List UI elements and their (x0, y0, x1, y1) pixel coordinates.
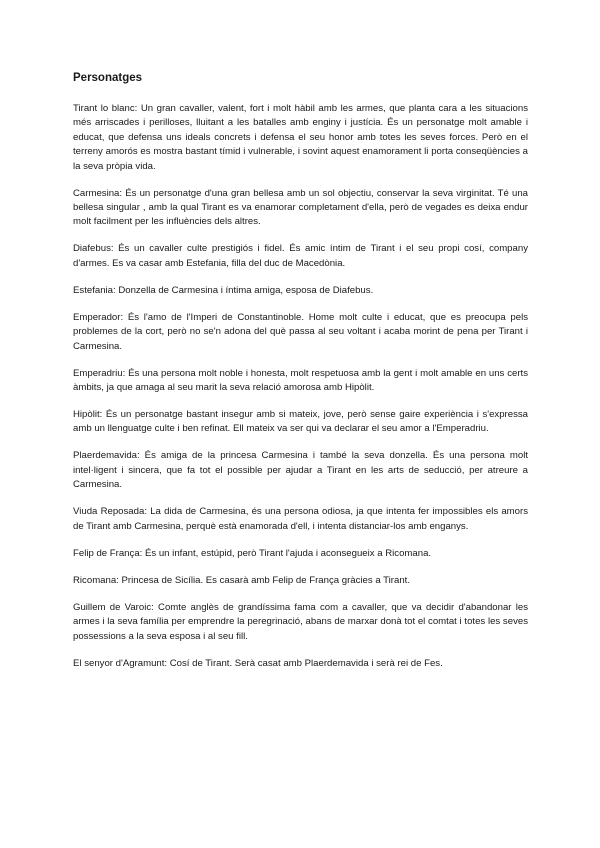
character-entry-emperador: Emperador: És l'amo de l'Imperi de Constantinoble. Home molt culte i educat, que es preocupa pels problemes de la cort, però no se'n adona del què passa al seu voltant i acaba morint de pena per Tirant i Carmesina. (73, 311, 528, 352)
character-entry-ricomana: Ricomana: Princesa de Sicília. Es casarà amb Felip de França gràcies a Tirant. (73, 574, 410, 586)
character-entry-emperadriu: Emperadriu: És una persona molt noble i honesta, molt respetuosa amb la gent i molt amable en uns certs àmbits, ja que amaga al seu marit la seva relació amorosa amb Hipòlit. (73, 367, 528, 394)
character-entry-diafebus: Diafebus: És un cavaller culte prestigiós i fidel. És amic íntim de Tirant i el seu propi cosí, company d'armes. Es va casar amb Estefania, filla del duc de Macedònia. (73, 243, 528, 269)
character-entry-tirant: Tirant lo blanc: Un gran cavaller, valent, fort i molt hàbil amb les armes, que planta cara a les situacions més arriscades i perilloses, lluitant a les batalles amb enginy i justícia. És un personatge molt amable i educat, que defensa uns ideals concrets i defensa el seu honor amb totes les seves forces. Però en el terreny amorós es mostra bastant tímid i vulnerable, i sovint aquest enamorament li porta conseqüències a la seva pròpia vida. (73, 103, 528, 172)
character-entry-estefania: Estefania: Donzella de Carmesina i íntima amiga, esposa de Diafebus. (73, 284, 374, 296)
character-entry-senyor-agramunt: El senyor d'Agramunt: Cosí de Tirant. Serà casat amb Plaerdemavida i serà rei de Fes. (73, 657, 443, 669)
character-entry-plaerdemavida: Plaerdemavida: És amiga de la princesa Carmesina i també la seva donzella. És una persona molt intel·ligent i sincera, que fa tot el possible per ajudar a Tirant en les arts de seducció, per atreure a Carmesina. (73, 450, 528, 491)
document-page (73, 70, 528, 684)
character-entry-hipolit: Hipòlit: És un personatge bastant insegur amb si mateix, jove, però sense gaire experiència i s'expressa amb un llenguatge culte i ben refinat. Ell mateix va ser qui va declarar el seu amor a l'Emperadriu. (73, 409, 528, 435)
character-entry-carmesina: Carmesina: És un personatge d'una gran bellesa amb un sol objectiu, conservar la seva virginitat. Té una bellesa singular , amb la qual Tirant es va enamorar completament d'ella, però de vegades es deixa endur molt facilment per les influències dels altres. (73, 187, 528, 228)
page-title: Personatges (73, 72, 143, 84)
character-entry-guillem-de-varoic: Guillem de Varoic: Comte anglès de grandíssima fama com a cavaller, que va decidir d'abandonar les armes i la seva família per emprendre la peregrinació, abans de marxar donà tot el comtat i totes les seves possessions a la seva esposa i al seu fill. (73, 601, 528, 642)
character-entry-viuda-reposada: Viuda Reposada: La dida de Carmesina, és una persona odiosa, ja que intenta fer impossibles els amors de Tirant amb Carmesina, perquè està enamorada d'ell, i intenta distanciar-los amb enganys. (73, 506, 528, 532)
character-entry-felip-de-franca: Felip de França: És un infant, estúpid, però Tirant l'ajuda i aconsegueix a Ricomana. (73, 547, 432, 559)
